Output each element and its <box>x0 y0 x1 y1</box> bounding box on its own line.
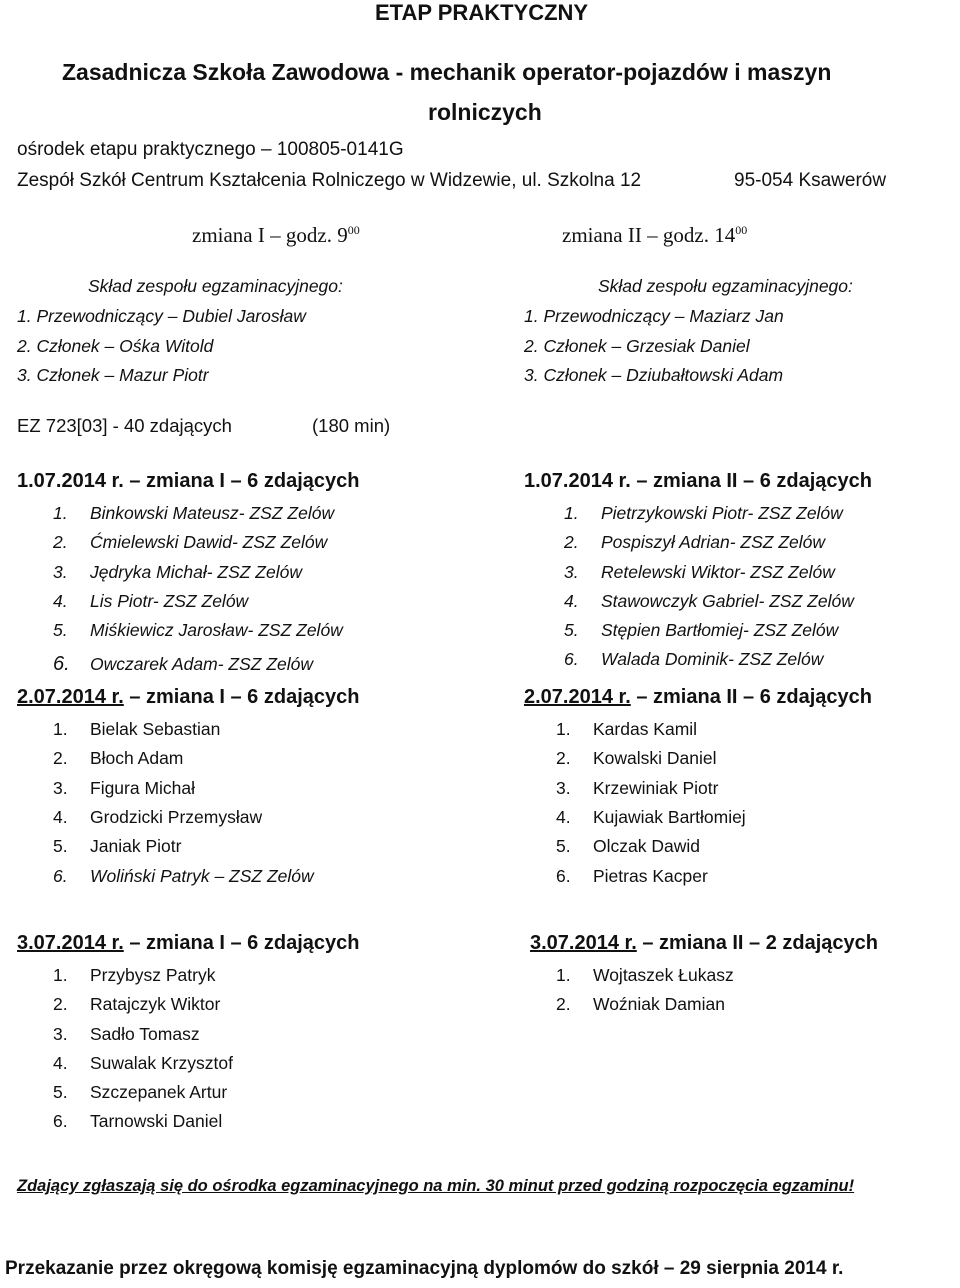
date: 2.07.2014 r. <box>524 686 631 708</box>
day-1-right-heading <box>524 470 872 493</box>
list-item: 2. Ratajczyk Wiktor <box>53 994 221 1014</box>
school-address: Zespół Szkół Centrum Kształcenia Rolniczego w Widzewie, ul. Szkolna 12 <box>17 170 642 191</box>
diploma-footer: Przekazanie przez okręgową komisję egzaminacyjną dyplomów do szkół – 29 sierpnia 2014 r. <box>5 1258 844 1279</box>
exam-code: EZ 723[03] - 40 zdających <box>17 415 232 436</box>
shift-1-heading <box>192 223 360 248</box>
shift-2-minutes: 00 <box>735 223 748 237</box>
school-title-line2: rolniczych <box>428 99 542 125</box>
list-item: 5. Miśkiewicz Jarosław- ZSZ Zelów <box>53 620 343 640</box>
list-item: 1. Przybysz Patryk <box>53 965 216 985</box>
list-item: 4. Kujawiak Bartłomiej <box>556 807 746 827</box>
list-item: 3. Figura Michał <box>53 778 196 798</box>
list-item: 3. Jędryka Michał- ZSZ Zelów <box>53 562 302 582</box>
committee-1-heading: Skład zespołu egzaminacyjnego: <box>88 276 343 296</box>
shift-1-label: zmiana I – godz. 9 <box>192 223 348 247</box>
page-title: ETAP PRAKTYCZNY <box>375 0 589 25</box>
list-item: 5. Szczepanek Artur <box>53 1082 228 1102</box>
committee-2-heading: Skład zespołu egzaminacyjnego: <box>598 276 853 296</box>
exam-duration: (180 min) <box>312 415 391 436</box>
list-item: 5. Janiak Piotr <box>53 836 182 856</box>
shift-info: – zmiana I – 6 zdających <box>123 686 360 708</box>
list-item: 4. Stawowczyk Gabriel- ZSZ Zelów <box>564 591 854 611</box>
list-item: 3. Krzewiniak Piotr <box>556 778 719 798</box>
arrival-notice: Zdający zgłaszają się do ośrodka egzaminacyjnego na min. 30 minut przed godziną rozpoczęcia egzaminu! <box>17 1177 855 1195</box>
center-code: ośrodek etapu praktycznego – 100805-0141G <box>17 139 404 160</box>
list-item: 5. Olczak Dawid <box>556 836 700 856</box>
list-item: 6. Woliński Patryk – ZSZ Zelów <box>53 866 314 886</box>
shift-2-heading <box>562 223 747 248</box>
date: 1.07.2014 r. <box>17 470 124 492</box>
shift-info: – zmiana I – 6 zdających <box>123 470 360 492</box>
postal-address: 95-054 Ksawerów <box>734 170 887 191</box>
list-item: 1. Wojtaszek Łukasz <box>556 965 734 985</box>
committee-2-member: 2. Członek – Grzesiak Daniel <box>524 336 750 356</box>
committee-2-member: 3. Członek – Dziubałtowski Adam <box>524 365 784 385</box>
day-2-right-heading <box>524 686 872 709</box>
day-3-right-heading <box>530 932 878 955</box>
committee-1-member: 1. Przewodniczący – Dubiel Jarosław <box>17 306 306 326</box>
list-item: 6. Tarnowski Daniel <box>53 1111 223 1131</box>
shift-info: – zmiana I – 6 zdających <box>123 932 360 954</box>
shift-info: – zmiana II – 6 zdających <box>630 686 873 708</box>
list-item: 2. Woźniak Damian <box>556 994 725 1014</box>
list-item: 5. Stępien Bartłomiej- ZSZ Zelów <box>564 620 839 640</box>
date: 1.07.2014 r. <box>524 470 631 492</box>
shift-info: – zmiana II – 6 zdających <box>630 470 873 492</box>
date: 3.07.2014 r. <box>530 932 637 954</box>
list-item: 2. Pospiszył Adrian- ZSZ Zelów <box>564 532 825 552</box>
date: 3.07.2014 r. <box>17 932 124 954</box>
day-3-left-heading <box>17 932 359 955</box>
day-1-left-heading <box>17 470 359 493</box>
list-item: 4. Suwalak Krzysztof <box>53 1053 233 1073</box>
list-item: 1. Bielak Sebastian <box>53 719 221 739</box>
list-item: 6. Walada Dominik- ZSZ Zelów <box>564 649 824 669</box>
committee-1-member: 3. Członek – Mazur Piotr <box>17 365 209 385</box>
shift-1-minutes: 00 <box>347 223 360 237</box>
shift-2-label: zmiana II – godz. 14 <box>562 223 736 247</box>
list-item: 2. Ćmielewski Dawid- ZSZ Zelów <box>53 532 328 552</box>
committee-2-member: 1. Przewodniczący – Maziarz Jan <box>524 306 784 326</box>
list-item: 4. Lis Piotr- ZSZ Zelów <box>53 591 249 611</box>
school-title-line1: Zasadnicza Szkoła Zawodowa - mechanik operator-pojazdów i maszyn <box>62 59 832 85</box>
list-item: 3. Sadło Tomasz <box>53 1024 200 1044</box>
committee-1-member: 2. Członek – Ośka Witold <box>17 336 214 356</box>
list-item: 1. Pietrzykowski Piotr- ZSZ Zelów <box>564 503 843 523</box>
list-item: 3. Retelewski Wiktor- ZSZ Zelów <box>564 562 835 582</box>
list-item: 2. Kowalski Daniel <box>556 748 717 768</box>
date: 2.07.2014 r. <box>17 686 124 708</box>
list-item: 6. Pietras Kacper <box>556 866 708 886</box>
list-item: 1. Binkowski Mateusz- ZSZ Zelów <box>53 503 335 523</box>
list-item: 6. Owczarek Adam- ZSZ Zelów <box>53 653 314 675</box>
list-item: 2. Błoch Adam <box>53 748 184 768</box>
list-item: 4. Grodzicki Przemysław <box>53 807 263 827</box>
list-item: 1. Kardas Kamil <box>556 719 698 739</box>
shift-info: – zmiana II – 2 zdających <box>636 932 879 954</box>
day-2-left-heading <box>17 686 359 709</box>
